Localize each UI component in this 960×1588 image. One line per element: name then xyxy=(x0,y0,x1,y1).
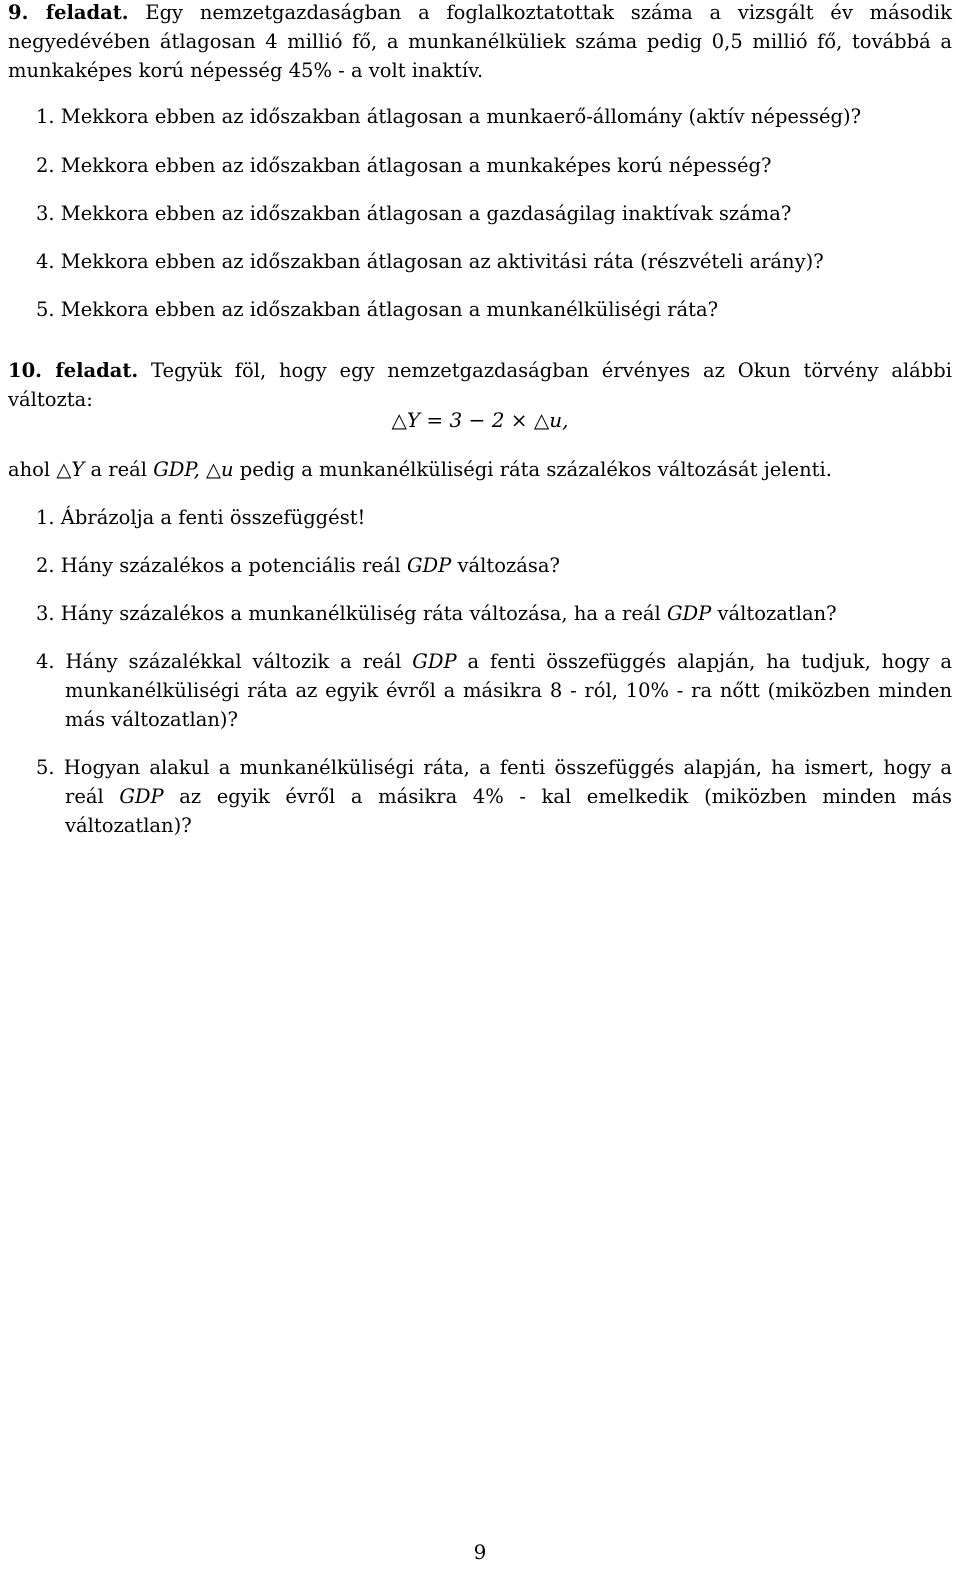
q3-gdp: GDP xyxy=(666,602,712,625)
task9-question-2: 2. Mekkora ebben az időszakban átlagosan a munkaképes korú népesség? xyxy=(36,154,772,177)
document-page xyxy=(8,0,952,1588)
explain-delta-y: △Y xyxy=(56,458,85,481)
q5-gdp: GDP xyxy=(119,785,164,808)
task9-question-1: 1. Mekkora ebben az időszakban átlagosan a munkaerő-állomány (aktív népesség)? xyxy=(36,105,862,128)
task9-heading: 9. feladat. xyxy=(8,1,129,24)
task10-intro-text: Tegyük föl, hogy egy nemzetgazdaságban érvényes az Okun törvény alábbi változta: xyxy=(8,359,953,411)
page-number: 9 xyxy=(473,1540,487,1564)
explain-rest: pedig a munkanélküliségi ráta százalékos változását jelenti. xyxy=(239,458,832,481)
q4-text xyxy=(36,647,952,734)
task9-question-4: 4. Mekkora ebben az időszakban átlagosan az aktivitási ráta (részvételi arány)? xyxy=(36,250,824,273)
task10-explanation xyxy=(8,455,952,484)
explain-prefix: ahol xyxy=(8,458,51,481)
task10-question-4 xyxy=(36,647,952,734)
q5-pre: 5. Hogyan alakul a munkanélküliségi ráta, a fenti összefüggés alapján, ha ismert, hogy a reál xyxy=(36,756,952,808)
task9-intro-paragraph xyxy=(8,0,952,85)
q2-post: változása? xyxy=(457,554,560,577)
q4-gdp: GDP xyxy=(412,650,457,673)
q3-pre: 3. Hány százalékos a munkanélküliség ráta változása, ha a reál xyxy=(36,602,661,625)
q4-post: a fenti összefüggés alapján, ha tudjuk, hogy a munkanélküliségi ráta az egyik évről a másikra 8 - ról, 10% - ra nőtt (miközben minden más változatlan)? xyxy=(65,650,952,731)
okun-formula xyxy=(8,405,952,435)
q5-post: az egyik évről a másikra 4% - kal emelkedik (miközben minden más változatlan)? xyxy=(65,785,952,837)
q4-pre: 4. Hány százalékkal változik a reál xyxy=(36,650,402,673)
task10-question-5 xyxy=(36,753,952,840)
q5-text xyxy=(36,753,952,840)
q3-post: változatlan? xyxy=(717,602,837,625)
task9-question-3: 3. Mekkora ebben az időszakban átlagosan a gazdaságilag inaktívak száma? xyxy=(36,202,792,225)
q2-gdp: GDP xyxy=(406,554,452,577)
explain-delta-u: △u xyxy=(206,458,234,481)
task9-intro-text: Egy nemzetgazdaságban a foglalkoztatottak száma a vizsgált év második negyedévében átlagosan 4 millió fő, a munkanélküliek száma pedig 0,5 millió fő, továbbá a munkaképes korú népesség 45% - a volt inaktív. xyxy=(8,1,952,82)
task9-question-5: 5. Mekkora ebben az időszakban átlagosan a munkanélküliségi ráta? xyxy=(36,298,719,321)
explain-mid: a reál xyxy=(90,458,148,481)
task10-question-2 xyxy=(36,551,952,580)
explain-gdp: GDP, xyxy=(153,458,200,481)
task10-question-3 xyxy=(36,599,952,628)
okun-formula-text: △Y = 3 − 2 × △u, xyxy=(391,408,569,432)
q2-pre: 2. Hány százalékos a potenciális reál xyxy=(36,554,401,577)
task10-heading: 10. feladat. xyxy=(8,359,139,382)
task10-question-1: 1. Ábrázolja a fenti összefüggést! xyxy=(36,506,366,529)
